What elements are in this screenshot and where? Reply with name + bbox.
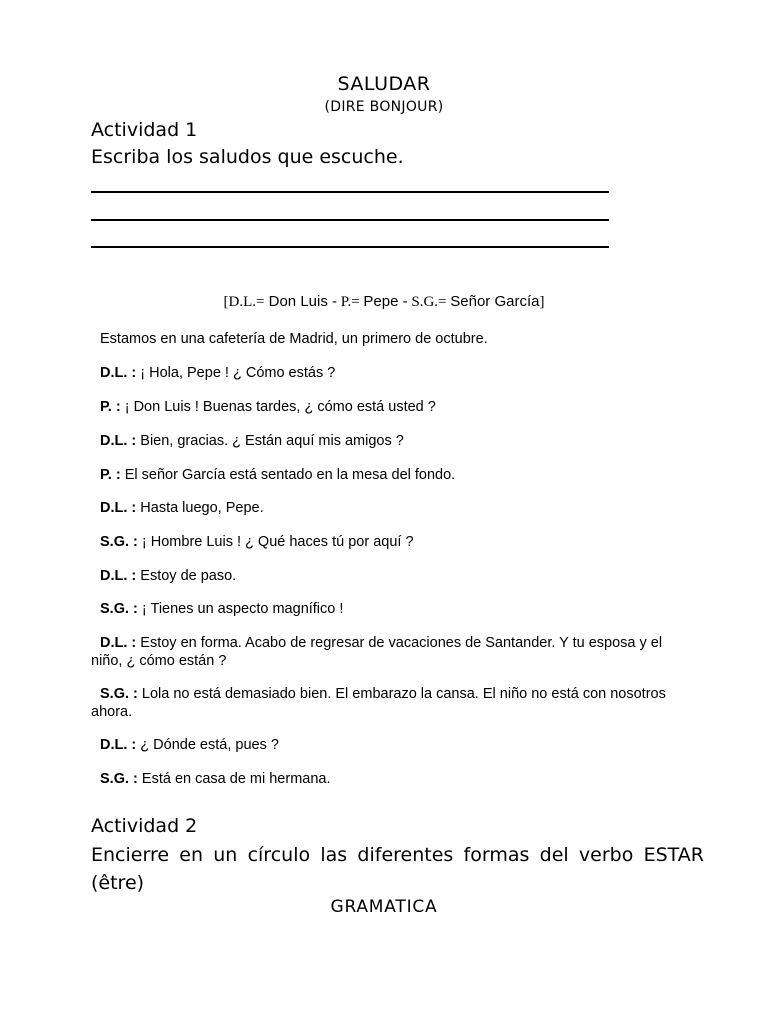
- answer-line-1[interactable]: [91, 191, 609, 193]
- speaker-label: S.G. :: [100, 534, 138, 550]
- dialogue-line: [100, 466, 690, 484]
- speaker-label: D.L. :: [100, 433, 137, 449]
- answer-line-3[interactable]: [91, 246, 609, 248]
- dialogue-line: [100, 600, 690, 618]
- dialogue-text: Estoy de paso.: [136, 568, 237, 584]
- speaker-label: D.L. :: [100, 737, 137, 753]
- legend-open: [D.L.=: [223, 294, 265, 310]
- dialogue-line: [100, 398, 690, 416]
- dialogue-text: El señor García está sentado en la mesa del fondo.: [120, 467, 456, 483]
- speaker-label: P. :: [100, 399, 121, 415]
- dialogue-text: ¿ Dónde está, pues ?: [136, 737, 279, 753]
- speaker-label: D.L. :: [100, 568, 137, 584]
- activity2-instruction: Encierre en un círculo las diferentes formas del verbo ESTAR (être): [91, 844, 704, 894]
- speaker-label: S.G. :: [100, 771, 138, 787]
- dialogue-line: [100, 533, 690, 551]
- speaker-label: D.L. :: [100, 365, 137, 381]
- legend-dash-2: -: [402, 293, 408, 310]
- dialogue-line: [91, 634, 681, 670]
- dialogue-text: Bien, gracias. ¿ Están aquí mis amigos ?: [136, 433, 404, 449]
- dialogue-intro: Estamos en una cafetería de Madrid, un primero de octubre.: [100, 331, 488, 347]
- page-subtitle: (DIRE BONJOUR): [324, 99, 444, 115]
- dialogue-line: [100, 499, 690, 517]
- dialogue-text: ¡ Tienes un aspecto magnífico !: [137, 601, 344, 617]
- activity2-heading: Actividad 2: [91, 815, 198, 837]
- legend-dash-1: -: [332, 293, 338, 310]
- speaker-label: S.G. :: [100, 686, 138, 702]
- legend-sg-abbr: S.G.=: [407, 294, 451, 310]
- legend-close: ]: [539, 294, 545, 310]
- legend-sg-name: Señor García: [450, 293, 540, 310]
- dialogue-text: Está en casa de mi hermana.: [137, 771, 331, 787]
- dialogue-text: Estoy en forma. Acabo de regresar de vacaciones de Santander. Y tu esposa y el niño, ¿ cómo están ?: [91, 635, 663, 669]
- speaker-label: P. :: [100, 467, 121, 483]
- dialogue-text: ¡ Hombre Luis ! ¿ Qué haces tú por aquí ?: [137, 534, 414, 550]
- dialogue-text: Lola no está demasiado bien. El embarazo la cansa. El niño no está con nosotros ahora.: [91, 686, 666, 720]
- legend-p-name: Pepe: [363, 293, 403, 310]
- dialogue-line: [91, 685, 681, 721]
- activity1-heading: Actividad 1: [91, 119, 198, 141]
- legend-p-abbr: P.=: [337, 294, 364, 310]
- speaker-label: D.L. :: [100, 635, 137, 651]
- dialogue-line: [100, 364, 690, 382]
- page-title: SALUDAR: [337, 73, 431, 95]
- speaker-label: S.G. :: [100, 601, 138, 617]
- dialogue-text: ¡ Hola, Pepe ! ¿ Cómo estás ?: [136, 365, 336, 381]
- speaker-legend: [0, 293, 768, 311]
- answer-line-2[interactable]: [91, 219, 609, 221]
- dialogue-line: [100, 736, 690, 754]
- dialogue-line: [100, 432, 690, 450]
- dialogue-text: ¡ Don Luis ! Buenas tardes, ¿ cómo está usted ?: [120, 399, 436, 415]
- dialogue-line: [100, 567, 690, 585]
- activity1-instruction: Escriba los saludos que escuche.: [91, 146, 404, 168]
- speaker-label: D.L. :: [100, 500, 137, 516]
- section-title: GRAMATICA: [330, 897, 438, 917]
- dialogue-line: [100, 770, 690, 788]
- dialogue-text: Hasta luego, Pepe.: [136, 500, 264, 516]
- legend-dl-name: Don Luis: [264, 293, 333, 310]
